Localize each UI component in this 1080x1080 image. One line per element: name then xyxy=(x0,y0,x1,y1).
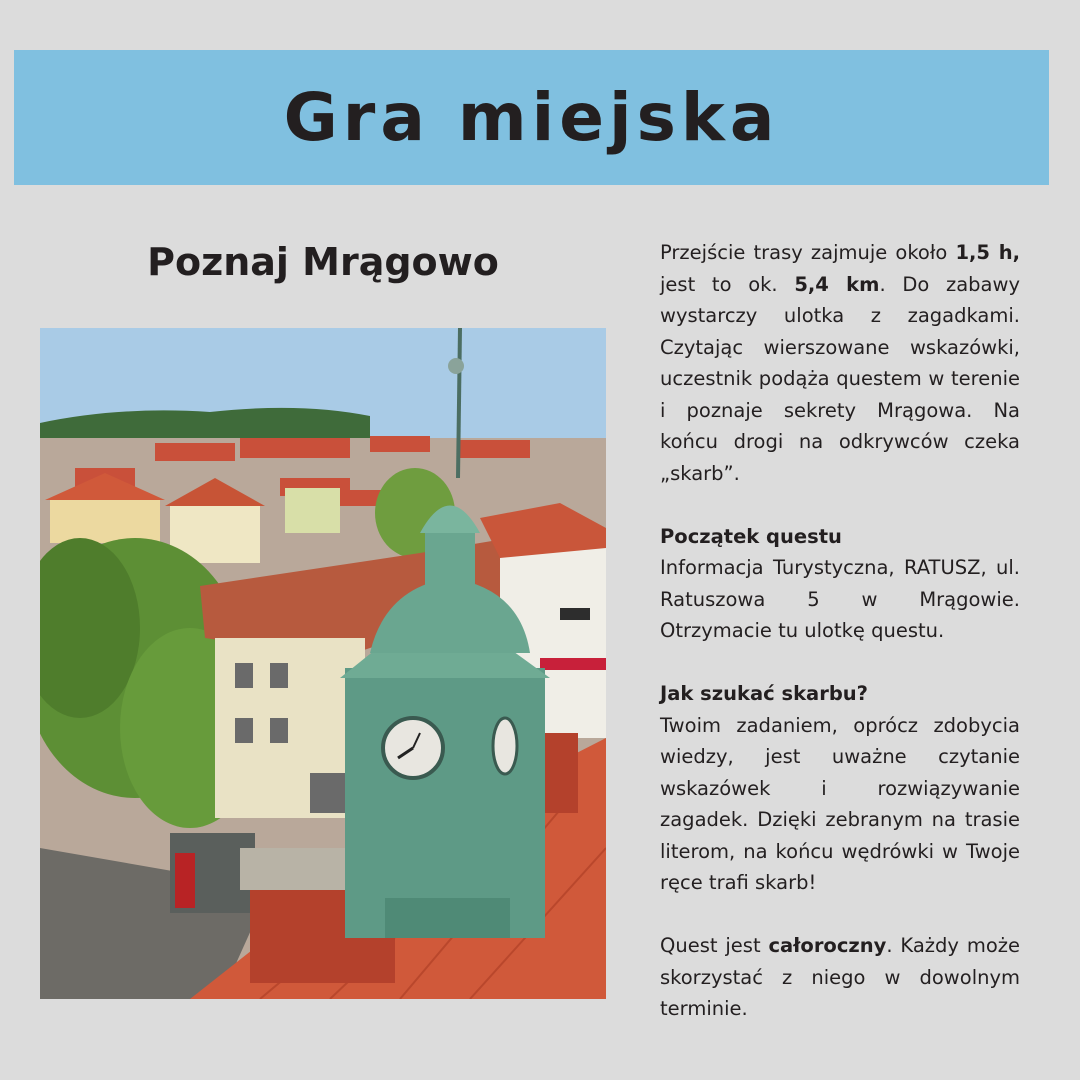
treasure-body: Twoim zadaniem, oprócz zdobycia wiedzy, jest uważne czytanie wskazówek i rozwiązywanie zagadek. Dzięki zebranym na trasie literom, na końcu wędrówki w Twoje ręce trafi skarb! xyxy=(660,713,1020,894)
distance-value: 5,4 km xyxy=(794,272,880,296)
yearround-text-1: Quest jest xyxy=(660,934,769,957)
description-column xyxy=(660,237,1020,1025)
intro-text-3: . Do zabawy wystarczy ulotka z zagadkami. Czytając wierszowane wskazówki, uczestnik podąża questem w terenie i poznaje sekrety Mrągowa. Na końcu drogi na odkrywców czeka „skarb”. xyxy=(660,272,1020,485)
intro-text-2: jest to ok. xyxy=(660,272,795,296)
start-heading: Początek questu xyxy=(660,524,842,548)
yearround-paragraph xyxy=(660,930,1020,1025)
intro-text-1: Przejście trasy zajmuje około xyxy=(660,241,956,264)
yearround-text-2: . Każdy może skorzystać z niego w dowolnym terminie. xyxy=(660,934,1020,1020)
start-body: Informacja Turystyczna, RATUSZ, ul. Ratuszowa 5 w Mrągowie. Otrzymacie tu ulotkę questu. xyxy=(660,556,1020,642)
subtitle: Poznaj Mrągowo xyxy=(147,240,499,284)
page-title: Gra miejska xyxy=(283,79,780,156)
duration-value: 1,5 h, xyxy=(955,241,1020,264)
town-hall-photo xyxy=(40,328,606,999)
treasure-heading: Jak szukać skarbu? xyxy=(660,682,868,705)
title-banner xyxy=(14,50,1049,185)
yearround-bold: całoroczny xyxy=(768,934,887,957)
intro-paragraph xyxy=(660,237,1020,489)
